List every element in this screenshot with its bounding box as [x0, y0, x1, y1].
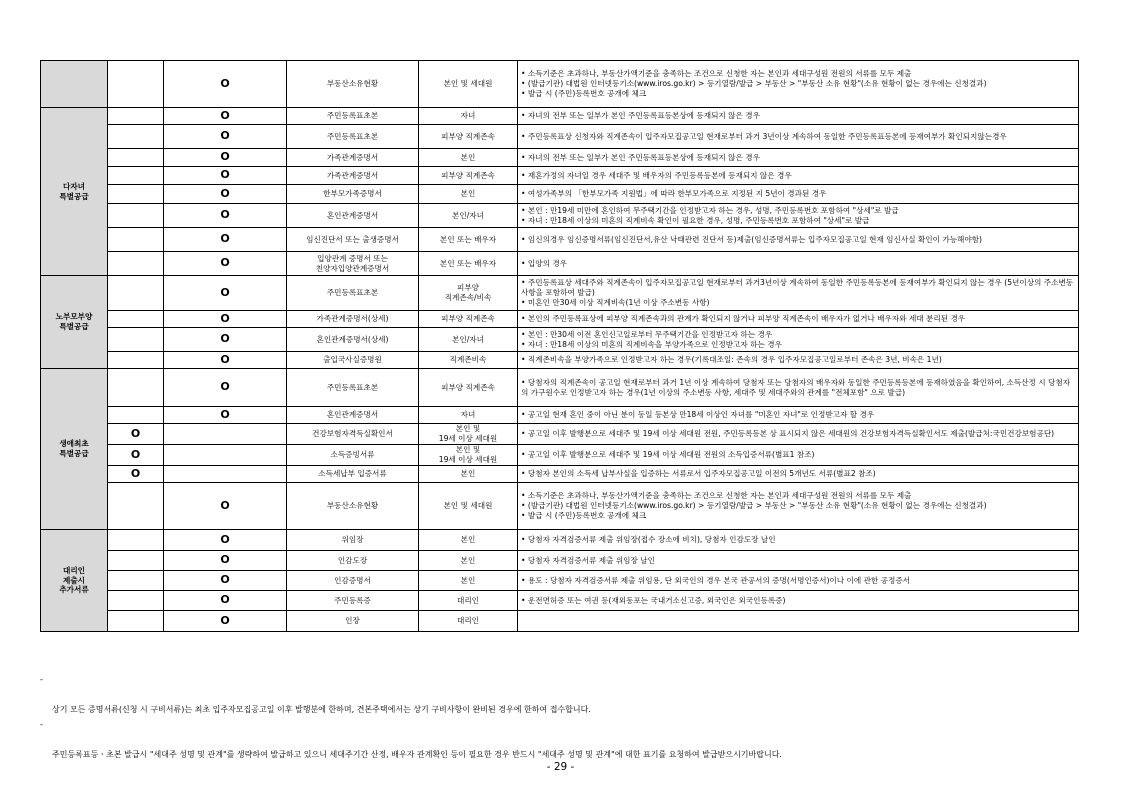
remark-cell-text: • 공고일 이후 발행분으로 세대주 및 19세 이상 세대원 전원의 소득입증서류(별표1 참조)	[521, 450, 815, 460]
document-name-cell-text: 소득세납부 입증서류	[318, 469, 387, 479]
target-cell-text: 본인 및 19세 이상 세대원	[438, 424, 498, 443]
table-row	[41, 125, 1079, 149]
required-mark-2-text: O	[220, 380, 230, 394]
required-mark-1-text: O	[130, 466, 141, 480]
document-name-cell-text: 가족관계증명서(상세)	[316, 314, 389, 324]
document-name-cell	[287, 424, 419, 445]
remark-cell-text: • 입양의 경우	[521, 258, 567, 268]
required-mark-2-text: O	[220, 352, 230, 366]
page-number: - 29 -	[546, 761, 575, 773]
document-name-cell-text: 주민등록표초본	[326, 382, 379, 392]
required-mark-1	[108, 352, 164, 369]
remark-cell-text: • 공고일 이후 발행분으로 세대주 및 19세 이상 세대원 전원, 주민등록등본 상 표시되지 않은 세대원의 건강보험자격득실확인서도 제출(발급처:국민건강보험공단)	[521, 429, 1055, 439]
required-mark-1	[108, 125, 164, 149]
remark-cell	[518, 551, 1079, 571]
required-mark-2	[164, 108, 287, 125]
target-cell	[419, 483, 518, 530]
required-mark-1	[108, 167, 164, 185]
document-name-cell	[287, 108, 419, 125]
document-name-cell-text: 가족관계증명서	[326, 152, 379, 162]
document-name-cell	[287, 369, 419, 407]
table-row	[41, 551, 1079, 571]
target-cell-text: 피부양 직계존속	[441, 170, 495, 180]
required-mark-2-text: O	[220, 150, 230, 164]
target-cell	[419, 445, 518, 466]
document-name-cell	[287, 407, 419, 424]
table-row	[41, 407, 1079, 424]
table-row	[41, 252, 1079, 276]
required-mark-1	[108, 108, 164, 125]
required-mark-2-text: O	[220, 186, 230, 200]
required-mark-2	[164, 149, 287, 167]
document-name-cell-text: 주민등록표초본	[326, 131, 379, 141]
required-mark-2-text: O	[220, 573, 230, 587]
remark-cell	[518, 276, 1079, 311]
remark-cell-text: • 자녀의 전부 또는 일부가 본인 주민등록표등본상에 등재되지 않은 경우	[521, 111, 760, 121]
remark-cell-text: • 공고일 현재 혼인 중이 아닌 분이 동일 등본상 만18세 이상인 자녀를 "미혼인 자녀"로 인정받고자 할 경우	[521, 410, 875, 420]
required-mark-1	[108, 591, 164, 611]
target-cell	[419, 407, 518, 424]
document-name-cell	[287, 252, 419, 276]
target-cell	[419, 530, 518, 551]
target-cell	[419, 276, 518, 311]
required-mark-1	[108, 252, 164, 276]
category-cell: 노부모부양 특별공급	[41, 276, 108, 369]
remark-cell	[518, 61, 1079, 108]
remark-cell-text: • 당첨자 자격검증서류 제출 위임장 날인	[521, 555, 655, 565]
required-mark-2	[164, 407, 287, 424]
target-cell-text: 본인	[460, 152, 476, 162]
document-name-cell	[287, 149, 419, 167]
required-mark-1	[108, 185, 164, 204]
document-name-cell	[287, 611, 419, 632]
target-cell	[419, 611, 518, 632]
remark-cell-text: • 당첨자 본인의 소득세 납부사실을 입증하는 서류로서 입주자모집공고일 이전의 5개년도 서류(별표2 참조)	[521, 469, 876, 479]
required-mark-2	[164, 204, 287, 228]
document-name-cell	[287, 185, 419, 204]
document-name-cell-text: 인감증명서	[334, 575, 371, 585]
required-mark-2-text: O	[220, 407, 230, 421]
table-row	[41, 108, 1079, 125]
required-mark-2-text: O	[220, 108, 230, 122]
required-mark-2	[164, 445, 287, 466]
required-mark-2-text: O	[220, 208, 230, 222]
document-name-cell-text: 혼인관계증명서(상세)	[316, 334, 389, 344]
required-mark-2-text: O	[220, 256, 230, 270]
document-name-cell	[287, 276, 419, 311]
remark-cell	[518, 407, 1079, 424]
remark-cell	[518, 108, 1079, 125]
remark-cell	[518, 125, 1079, 149]
target-cell-text: 피부양 직계존속	[441, 314, 495, 324]
required-mark-1	[108, 530, 164, 551]
target-cell-text: 피부양 직계존속	[441, 131, 495, 141]
target-cell-text: 대리인	[456, 595, 479, 605]
target-cell	[419, 466, 518, 483]
remark-cell-text: • 주민등록표상 세대주와 직계존속이 입주자모집공고일 현재로부터 과거3년이상 계속하여 동일한 주민등록등본에 등재여부가 확인되지 않는 경우 (5년이상의 주소변동사항을 포함하여 발급) • 미혼인 만30세 이상 직계비속(1년 이상 주소변동 사항)	[521, 278, 1074, 307]
target-cell	[419, 108, 518, 125]
required-mark-1	[108, 551, 164, 571]
remark-cell	[518, 352, 1079, 369]
table-row	[41, 483, 1079, 530]
table-row	[41, 149, 1079, 167]
footnote-text: 주민등록표등ㆍ초본 발급시 "세대주 성명 및 관계"를 생략하여 발급하고 있으니 세대주기간 산정, 배우자 관계확인 등이 필요한 경우 반드시 "세대주 성명 및 관계"에 대한 표기를 요청하여 발급받으시기바랍니다.	[52, 750, 782, 759]
table-row	[41, 571, 1079, 591]
document-name-cell-text: 위임장	[341, 535, 364, 545]
table-body	[41, 61, 1079, 632]
document-name-cell	[287, 551, 419, 571]
document-name-cell	[287, 328, 419, 352]
document-name-cell	[287, 125, 419, 149]
required-mark-2	[164, 530, 287, 551]
document-name-cell	[287, 483, 419, 530]
required-mark-1	[108, 571, 164, 591]
table-row	[41, 530, 1079, 551]
target-cell-text: 자녀	[460, 410, 476, 420]
table-row	[41, 276, 1079, 311]
required-mark-2-text: O	[220, 613, 230, 627]
required-mark-2	[164, 185, 287, 204]
remark-cell-text: • 자녀의 전부 또는 일부가 본인 주민등록표등본상에 등재되지 않은 경우	[521, 152, 760, 162]
table-row	[41, 311, 1079, 328]
target-cell-text: 본인/자녀	[452, 334, 484, 344]
table-row	[41, 369, 1079, 407]
target-cell	[419, 311, 518, 328]
document-name-cell-text: 한부모가족증명서	[323, 189, 382, 199]
target-cell	[419, 571, 518, 591]
document-name-cell	[287, 228, 419, 252]
remark-cell-text: • 본인의 주민등록표상에 피부양 직계존속과의 관계가 확인되지 않거나 피부양 직계존속이 배우자가 없거나 배우자와 세대 분리된 경우	[521, 314, 966, 324]
document-name-cell	[287, 571, 419, 591]
remark-cell-text: • 당첨자 자격검증서류 제출 위임장(접수 장소에 비치), 당첨자 인감도장 날인	[521, 535, 776, 545]
footnotes	[40, 672, 1085, 762]
required-mark-2-text: O	[220, 553, 230, 567]
remark-cell-text: • 본인 : 만30세 이전 혼인신고일로부터 무주택기간을 인정받고자 하는 경우 • 자녀 : 만18세 이상의 미혼의 직계비속을 부양가족으로 인정받고자 하는 경우	[521, 329, 782, 349]
required-mark-2	[164, 571, 287, 591]
table-row	[41, 352, 1079, 369]
required-mark-2	[164, 369, 287, 407]
table-row	[41, 228, 1079, 252]
target-cell	[419, 352, 518, 369]
target-cell	[419, 204, 518, 228]
target-cell-text: 피부양 직계존속	[441, 382, 495, 392]
required-mark-2	[164, 311, 287, 328]
document-name-cell-text: 가족관계증명서	[326, 170, 379, 180]
required-mark-1	[108, 611, 164, 632]
remark-cell	[518, 466, 1079, 483]
category-cell: 대리인 제출시 추가서류	[41, 530, 108, 632]
remark-cell	[518, 149, 1079, 167]
remark-cell-text: • 소득기준은 초과하나, 부동산가액기준을 충족하는 조건으로 신청한 자는 본인과 세대구성원 전원의 서류를 모두 제출 • (발급기관) 대법원 인터넷등기소(www.iros.go.kr) > 등기열람/발급 > 부동산 > "부동산 소유 현황"(소유 현황이 없는 경우에는 신청결과) • 발급 시 (주민)등록번호 공개에 체크	[521, 491, 987, 520]
document-name-cell-text: 주민등록증	[334, 595, 371, 605]
remark-cell	[518, 228, 1079, 252]
required-mark-1	[108, 369, 164, 407]
remark-cell	[518, 328, 1079, 352]
remark-cell-text: • 운전면허증 또는 여권 등(재외동포는 국내거소신고증, 외국인은 외국인등록증)	[521, 595, 786, 605]
table-row	[41, 61, 1079, 108]
target-cell-text: 본인	[460, 469, 476, 479]
required-mark-2-text: O	[220, 285, 230, 299]
required-mark-2-text: O	[220, 232, 230, 246]
required-mark-2	[164, 252, 287, 276]
document-name-cell-text: 주민등록표초본	[326, 288, 379, 298]
required-mark-2	[164, 611, 287, 632]
table-row	[41, 167, 1079, 185]
remark-cell	[518, 167, 1079, 185]
target-cell-text: 대리인	[456, 616, 479, 626]
required-mark-1	[108, 61, 164, 108]
remark-cell	[518, 530, 1079, 551]
remark-cell-text: • 본인 : 만19세 미만에 혼인하여 무주택기간을 인정받고자 하는 경우, 성명, 주민등록번호 포함하여 "상세"로 발급 • 자녀 : 만18세 이상의 미혼의 직계비속 확인이 필요한 경우, 성명, 주민등록번호 포함하여 "상세"로 발급	[521, 205, 899, 225]
required-mark-1	[108, 311, 164, 328]
document-name-cell	[287, 167, 419, 185]
required-mark-2-text: O	[220, 129, 230, 143]
target-cell-text: 본인	[460, 535, 476, 545]
remark-cell-text: • 임신의경우 임신증명서류(임신진단서,유산 낙태관련 진단서 등)제출(임신증명서류는 입주자모집공고일 현재 임신사실 확인이 가능해야함)	[521, 234, 983, 244]
required-mark-2	[164, 276, 287, 311]
target-cell-text: 직계존비속	[449, 355, 487, 365]
document-name-cell-text: 인장	[345, 616, 360, 626]
table-row	[41, 328, 1079, 352]
target-cell	[419, 125, 518, 149]
target-cell-text: 본인	[460, 189, 476, 199]
category-cell	[41, 61, 108, 108]
footnote-text: 상기 모든 증명서류(신청 시 구비서류)는 최초 입주자모집공고일 이후 발행분에 한하며, 견본주택에서는 상기 구비사항이 완비된 경우에 한하여 접수합니다.	[52, 705, 591, 714]
required-mark-1	[108, 276, 164, 311]
table-row	[41, 185, 1079, 204]
document-name-cell	[287, 530, 419, 551]
target-cell-text: 본인 및 19세 이상 세대원	[438, 445, 498, 464]
target-cell	[419, 551, 518, 571]
target-cell-text: 본인	[460, 575, 476, 585]
footnote-dash: -	[40, 720, 43, 729]
required-mark-2	[164, 125, 287, 149]
table-row	[41, 445, 1079, 466]
remark-cell-text: • 재혼가정의 자녀일 경우 세대주 및 배우자의 주민등록등본에 등재되지 않은 경우	[521, 170, 792, 180]
remark-cell	[518, 571, 1079, 591]
document-name-cell-text: 소득증빙서류	[330, 450, 375, 460]
document-name-cell	[287, 61, 419, 108]
table-row	[41, 466, 1079, 483]
remark-cell	[518, 252, 1079, 276]
target-cell-text: 본인/자녀	[452, 210, 484, 220]
target-cell	[419, 185, 518, 204]
required-mark-1	[108, 483, 164, 530]
required-mark-1	[108, 407, 164, 424]
remark-cell-text: • 소득기준은 초과하나, 부동산가액기준을 충족하는 조건으로 신청한 자는 본인과 세대구성원 전원의 서류를 모두 제출 • (발급기관) 대법원 인터넷등기소(www.iros.go.kr) > 등기열람/발급 > 부동산 > "부동산 소유 현황"(소유 현황이 없는 경우에는 신청결과) • 발급 시 (주민)등록번호 공개에 체크	[521, 69, 987, 98]
remark-cell	[518, 311, 1079, 328]
required-mark-2-text: O	[220, 168, 230, 182]
document-name-cell	[287, 466, 419, 483]
target-cell	[419, 424, 518, 445]
remark-cell-text: • 직계존비속을 부양가족으로 인정받고자 하는 경우(기록대조일: 존속의 경우 입주자모집공고일로부터 존속은 3년, 비속은 1년)	[521, 355, 942, 365]
remark-cell-text: • 용도 : 당첨자 자격검증서류 제출 위임용, 단 외국인의 경우 본국 관공서의 증명(서명인증서)이나 이에 관한 공정증서	[521, 575, 911, 585]
target-cell-text: 본인 또는 배우자	[439, 258, 497, 268]
target-cell	[419, 591, 518, 611]
table-row	[41, 591, 1079, 611]
required-mark-1	[108, 228, 164, 252]
footnote	[40, 717, 1085, 762]
table-row	[41, 424, 1079, 445]
required-mark-1	[108, 466, 164, 483]
target-cell	[419, 61, 518, 108]
required-mark-2-text: O	[220, 498, 230, 512]
required-mark-2	[164, 167, 287, 185]
target-cell-text: 본인 및 세대원	[443, 501, 493, 511]
target-cell-text: 본인 및 세대원	[443, 79, 493, 89]
document-name-cell-text: 입양관계 증명서 또는 친양자입양관계증명서	[315, 253, 390, 273]
document-name-cell-text: 주민등록표초본	[326, 111, 379, 121]
target-cell	[419, 328, 518, 352]
document-name-cell-text: 인감도장	[337, 555, 368, 565]
document-name-cell-text: 부동산소유현황	[326, 501, 379, 511]
required-mark-2	[164, 61, 287, 108]
remark-cell	[518, 611, 1079, 632]
required-mark-2	[164, 591, 287, 611]
target-cell-text: 자녀	[460, 111, 476, 121]
target-cell-text: 피부양 직계존속/비속	[444, 283, 492, 302]
footnote	[40, 672, 1085, 717]
remark-cell-text: • 여성가족부의 「한부모가족 지원법」에 따라 한부모가족으로 지정된 지 5년이 경과된 경우	[521, 189, 827, 199]
required-mark-1-text: O	[130, 447, 141, 461]
required-mark-2	[164, 483, 287, 530]
remark-cell	[518, 424, 1079, 445]
target-cell	[419, 252, 518, 276]
document-name-cell	[287, 445, 419, 466]
remark-cell	[518, 591, 1079, 611]
required-mark-2	[164, 228, 287, 252]
target-cell-text: 본인 또는 배우자	[439, 234, 497, 244]
document-name-cell-text: 임신진단서 또는 출생증명서	[306, 234, 399, 244]
remark-cell	[518, 445, 1079, 466]
remark-cell	[518, 185, 1079, 204]
document-name-cell-text: 출입국사실증명원	[323, 355, 382, 365]
required-mark-1	[108, 445, 164, 466]
document-name-cell-text: 건강보험자격득실확인서	[312, 429, 393, 439]
remark-cell-text: • 당첨자의 직계존속이 공고일 현재로부터 과거 1년 이상 계속하여 당첨자 또는 당첨자의 배우자와 동일한 주민등록등본에 등재하였음을 확인하여, 소득산정 시 당첨자의 가구원수로 인정받고자 하는 경우(1년 이상의 주소변동 사항, 세대주 및 세대주와의 관계를 "전체포함" 으로 발급)	[521, 377, 1071, 397]
remark-cell-text: • 주민등록표상 신청자와 직계존속이 입주자모집공고일 현재로부터 과거 3년이상 계속하여 동일한 주민등록표등본에 등재여부가 확인되지않는경우	[521, 131, 1007, 141]
table-row	[41, 204, 1079, 228]
document-name-cell	[287, 591, 419, 611]
required-mark-2-text: O	[220, 311, 230, 325]
target-cell	[419, 167, 518, 185]
required-mark-2	[164, 328, 287, 352]
target-cell	[419, 369, 518, 407]
document-name-cell-text: 혼인관계증명서	[326, 210, 379, 220]
category-cell: 다자녀 특별공급	[41, 108, 108, 276]
table-row	[41, 611, 1079, 632]
remark-cell	[518, 369, 1079, 407]
target-cell	[419, 149, 518, 167]
required-mark-2-text: O	[220, 593, 230, 607]
required-mark-1	[108, 149, 164, 167]
target-cell-text: 본인	[460, 555, 476, 565]
footnote-dash: -	[40, 675, 43, 684]
required-mark-2-text: O	[220, 532, 230, 546]
required-mark-1	[108, 328, 164, 352]
required-mark-2-text: O	[220, 332, 230, 346]
category-cell: 생애최초 특별공급	[41, 369, 108, 530]
required-mark-2	[164, 424, 287, 445]
document-name-cell-text: 혼인관계증명서	[326, 410, 379, 420]
remark-cell	[518, 204, 1079, 228]
document-name-cell	[287, 204, 419, 228]
document-name-cell	[287, 311, 419, 328]
document-name-cell-text: 부동산소유현황	[326, 79, 379, 89]
target-cell	[419, 228, 518, 252]
document-name-cell	[287, 352, 419, 369]
remark-cell	[518, 483, 1079, 530]
document-table	[40, 60, 1079, 632]
required-mark-2-text: O	[220, 76, 230, 90]
required-mark-2	[164, 352, 287, 369]
required-mark-2	[164, 466, 287, 483]
required-mark-2	[164, 551, 287, 571]
required-mark-1	[108, 204, 164, 228]
required-mark-1	[108, 424, 164, 445]
required-mark-1-text: O	[130, 426, 141, 440]
